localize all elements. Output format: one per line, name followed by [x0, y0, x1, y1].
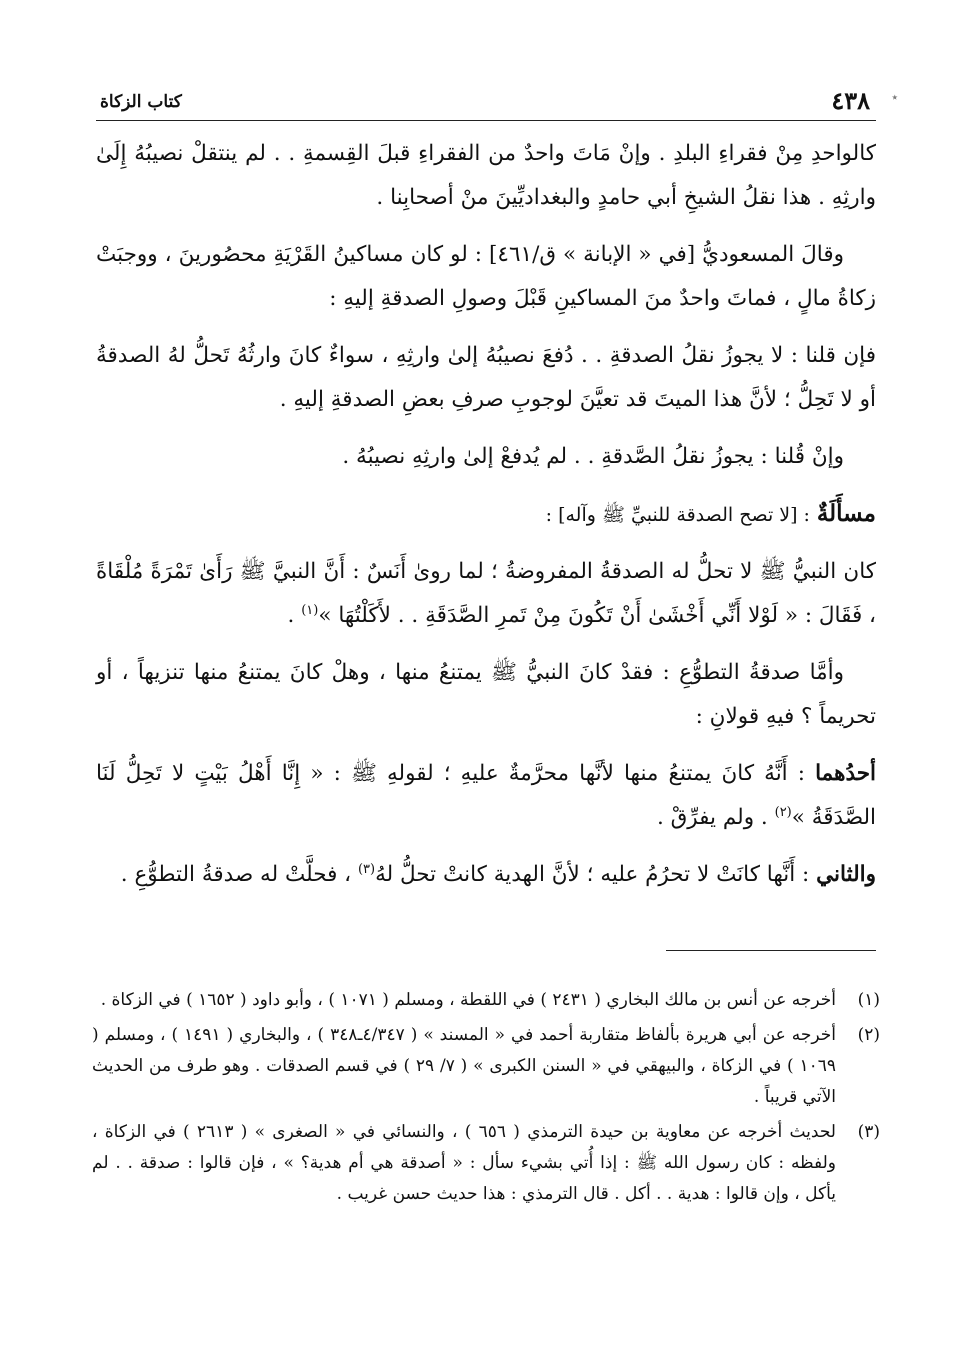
footnote-number: (١): [857, 990, 880, 1010]
first-opinion-label: أحدُهما: [815, 761, 876, 786]
paragraph-6: وأمَّا صدقةُ التطوُّعِ : فقدْ كانَ النبيُّ ﷺ يمتنعُ منها ، وهلْ كانَ يمتنعُ منها تنزيهاً ، أو تحريماً ؟ فيهِ قولانِ :: [96, 660, 876, 729]
footnote-number: (٣): [857, 1122, 880, 1142]
footnote-text: لحديث أخرجه عن معاوية بن حيدة الترمذي ( ٦٥٦ ) ، والنسائي في « الصغرى » ( ٢٦١٣ ) في الزكاة ، ولفظه : كان رسول الله ﷺ : إذا أُتي بشيء سأل : « أصدقة هي أم هدية؟ » ، فإن قالوا : صدقة . . لم يأكل ، وإن قالوا : هدية . . أكل . قال الترمذي : هذا حديث حسن غريب .: [92, 1122, 836, 1204]
corner-mark-icon: ٭: [891, 90, 898, 104]
page-header: [96, 86, 898, 121]
running-title: كتاب الزكاة: [100, 92, 182, 112]
paragraph-5: [96, 550, 876, 638]
issue-heading: [96, 492, 876, 537]
paragraph-7: [96, 752, 876, 840]
paragraph-8-end: ، فحلَّتْ له صدقةُ التطوُّعِ .: [120, 862, 358, 887]
paragraph-8-text: : أَنَّها كانَتْ لا تحرُمُ عليه ؛ لأنَّ الهدية كانتْ تحلُّ لهُ: [375, 862, 817, 887]
footnote-3: [92, 1117, 880, 1210]
footnote-text: أخرجه عن أبي هريرة بألفاظ متقاربة أحمد في « المسند » ( ٤/٣٤٧ـ٣٤٨ ) ، والبخاري ( ١٤٩١ ) ، ومسلم ( ١٠٦٩ ) في الزكاة ، والبيهقي في « السنن الكبرى » ( ٧/ ٢٩ ) في قسم الصدقات . وهو طرف من الحديث الآتي قريباً .: [92, 1025, 836, 1107]
issue-title: : [لا تصح الصدقة للنبيِّ ﷺ وآله] :: [545, 504, 810, 526]
footnote-number: (٢): [857, 1025, 880, 1045]
paragraph-5-end: .: [287, 603, 302, 628]
main-text: [96, 132, 876, 910]
footnote-2: [92, 1020, 880, 1113]
paragraph-7-text: : أَنَّهُ كانَ يمتنعُ منها لأنَّها محرَّمةٌ عليهِ ؛ لقولهِ ﷺ : « إِنَّا أَهْلُ بَيْتٍ لا تَحِلُّ لَنَا الصَّدَقَةُ »: [96, 761, 876, 830]
footnotes: [92, 985, 880, 1214]
paragraph-2: وقالَ المسعوديُّ [في « الإبانة » ق/٤٦١] : لو كان مساكينُ القَرْيَةِ محصُورينَ ، ووجبَتْ زكاةُ مالٍ ، فماتَ واحدٌ منَ المساكينِ قَبْلَ وصولِ الصدقةِ إليهِ :: [96, 242, 876, 311]
paragraph-3: فإن قلنا : لا يجوزُ نقلُ الصدقةِ . . دُفعَ نصيبُهُ إلىٰ وارثِهِ ، سواءٌ كانَ وارثُهُ تَحلُّ لهُ الصدقةُ أو لا تَحِلُّ ؛ لأنَّ هذا الميتَ قد تعيَّنَ لوجوبِ صرفِ بعضِ الصدقةِ إليهِ .: [96, 343, 876, 412]
footnote-ref-2[interactable]: (٢): [774, 804, 792, 820]
paragraph-1: كالواحدِ مِنْ فقراءِ البلدِ . وإنْ مَاتَ واحدٌ من الفقراءِ قبلَ القِسمةِ . . لم ينتقلْ نصيبُهُ إِلَىٰ وارثِهِ . هذا نقلُ الشيخِ أبي حامدٍ والبغداديِّينَ منْ أصحابِنا .: [96, 141, 876, 210]
page-number: ٤٣٨: [831, 86, 870, 115]
paragraph-7-end: . ولم يفرِّقْ .: [656, 805, 775, 830]
paragraph-8: [96, 853, 876, 897]
footnote-ref-3[interactable]: (٣): [357, 861, 376, 877]
issue-label: مسأَلَةٌ: [816, 500, 876, 527]
paragraph-4: وإنْ قُلنا : يجوزُ نقلُ الصَّدقةِ . . لم يُدفعْ إلىٰ وارثِهِ نصيبُهُ .: [342, 444, 844, 469]
footnote-text: أخرجه عن أنس بن مالك البخاري ( ٢٤٣١ ) في اللقطة ، ومسلم ( ١٠٧١ ) ، وأبو داود ( ١٦٥٢ ) في الزكاة .: [100, 990, 836, 1010]
second-opinion-label: والثاني: [816, 862, 876, 887]
footnote-1: [92, 985, 880, 1016]
footnote-ref-1[interactable]: (١): [301, 602, 319, 618]
footnote-divider: [666, 950, 876, 951]
paragraph-5-text: كان النبيُّ ﷺ لا تحلُّ له الصدقةُ المفروضةُ ؛ لما روىٰ أَنَسٌ : أَنَّ النبيَّ ﷺ رَأَىٰ تَمْرَةً مُلْقَاةً ، فَقَالَ : « لَوْلا أَنِّي أَخْشَىٰ أَنْ تَكُونَ مِنْ تَمرِ الصَّدَقَةِ . . لأَكَلْتُهَا »: [96, 559, 876, 628]
